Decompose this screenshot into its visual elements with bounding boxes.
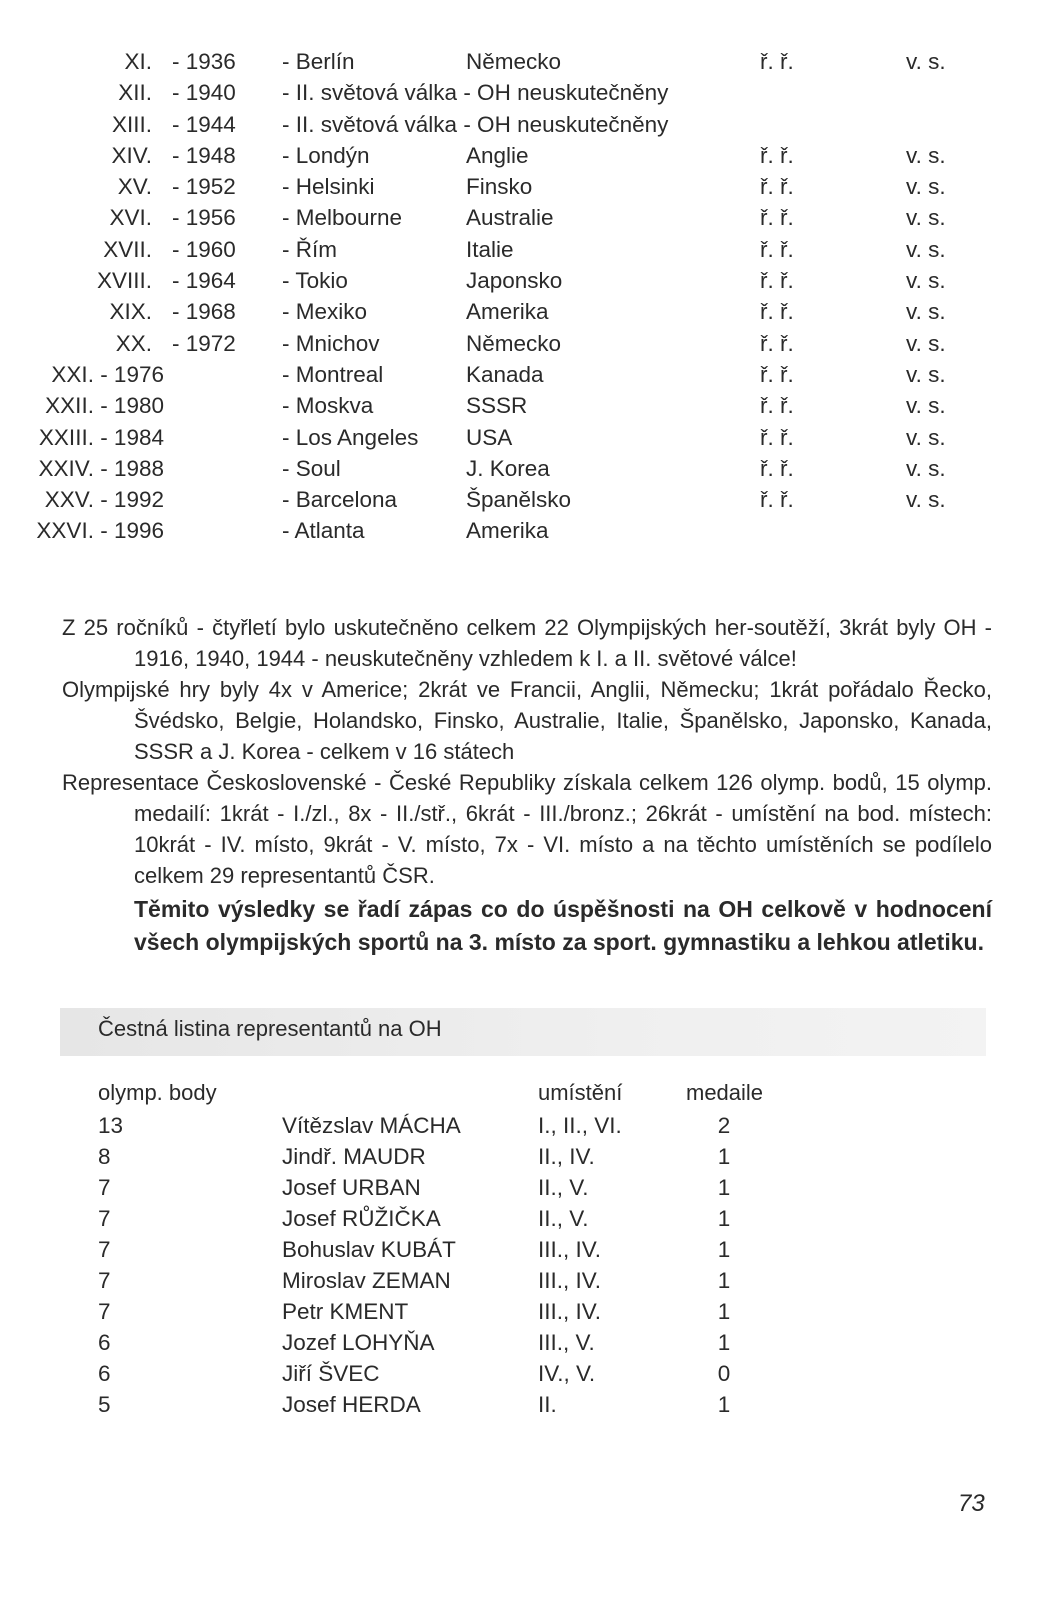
honor-name: Josef URBAN xyxy=(282,1175,421,1200)
paragraph-ranking-conclusion: Těmito výsledky se řadí zápas co do úspěšnosti na OH celkově v hodnocení všech olympijských sportů na 3. místo za sport. gymnastiku a lehkou atletiku. xyxy=(134,896,992,955)
honor-place: III., V. xyxy=(538,1330,595,1355)
games-style-rr: ř. ř. xyxy=(760,424,794,450)
games-row xyxy=(0,453,1060,484)
games-row xyxy=(0,140,1060,171)
honor-place: I., II., VI. xyxy=(538,1113,622,1138)
games-style-rr: ř. ř. xyxy=(760,361,794,387)
honor-medals: 1 xyxy=(717,1268,731,1293)
honor-place: II. xyxy=(538,1392,557,1417)
games-country: SSSR xyxy=(466,393,528,419)
honor-name: Jindř. MAUDR xyxy=(282,1144,426,1169)
games-year: - 1944 xyxy=(172,111,236,137)
games-city: - Los Angeles xyxy=(282,424,419,450)
games-row xyxy=(0,422,1060,453)
games-edition: XVII. xyxy=(103,236,152,262)
games-edition: XVI. xyxy=(109,205,152,231)
games-country: Amerika xyxy=(466,518,549,544)
games-row xyxy=(0,202,1060,233)
games-edition: XIII. xyxy=(111,111,152,137)
games-country: Německo xyxy=(466,330,562,356)
games-country: Amerika xyxy=(466,299,549,325)
honor-points: 7 xyxy=(98,1237,111,1262)
games-year: - 1936 xyxy=(172,49,236,74)
games-city: - Moskva xyxy=(282,393,374,419)
honor-points: 6 xyxy=(98,1361,111,1386)
games-country: Kanada xyxy=(466,361,544,387)
games-style-vs: v. s. xyxy=(906,236,946,262)
honor-row xyxy=(0,1296,1060,1327)
games-style-rr: ř. ř. xyxy=(760,142,794,168)
games-style-vs: v. s. xyxy=(906,49,946,74)
games-row xyxy=(0,265,1060,296)
games-style-vs: v. s. xyxy=(906,174,946,200)
games-country: Australie xyxy=(466,205,554,231)
games-row xyxy=(0,46,1060,77)
honor-place: II., V. xyxy=(538,1175,589,1200)
games-row xyxy=(0,109,1060,140)
paragraph-summary-count: Z 25 ročníků - čtyřletí bylo uskutečněno celkem 22 Olympijských her-soutěží, 3krát byly OH - 1916, 1940, 1944 - neuskutečněny vzhledem k I. a II. světové válce! xyxy=(62,615,992,671)
games-city: - Soul xyxy=(282,455,341,481)
games-style-rr: ř. ř. xyxy=(760,236,794,262)
page-number: 73 xyxy=(958,1490,985,1517)
honor-points: 5 xyxy=(98,1392,111,1417)
honor-medals: 1 xyxy=(717,1237,731,1262)
column-header-points: olymp. body xyxy=(98,1080,217,1105)
honor-place: III., IV. xyxy=(538,1237,601,1262)
honor-row xyxy=(0,1110,1060,1141)
games-year: - 1960 xyxy=(172,236,236,262)
games-city: - Melbourne xyxy=(282,205,403,231)
olympic-games-table xyxy=(0,46,1060,547)
games-city: - Helsinki xyxy=(282,174,375,200)
games-edition: XVIII. xyxy=(96,268,152,294)
games-edition: XXI. - 1976 xyxy=(51,361,164,387)
games-country: J. Korea xyxy=(466,455,550,481)
honor-medals: 1 xyxy=(717,1144,731,1169)
games-row xyxy=(0,484,1060,515)
games-year: - 1964 xyxy=(172,268,236,294)
games-year: - 1972 xyxy=(172,330,236,356)
games-style-rr: ř. ř. xyxy=(760,268,794,294)
honor-row xyxy=(0,1141,1060,1172)
games-style-rr: ř. ř. xyxy=(760,487,794,513)
honor-place: II., IV. xyxy=(538,1144,595,1169)
games-year: - 1952 xyxy=(172,174,236,200)
games-city: - Montreal xyxy=(282,361,384,387)
games-style-rr: ř. ř. xyxy=(760,205,794,231)
games-edition: XII. xyxy=(118,80,152,106)
games-row xyxy=(0,77,1060,108)
honor-list-title: Čestná listina representantů na OH xyxy=(98,1016,442,1041)
honor-medals: 1 xyxy=(717,1299,731,1324)
column-header-medals: medaile xyxy=(686,1080,764,1105)
games-year: - 1956 xyxy=(172,205,236,231)
games-year: - 1948 xyxy=(172,142,236,168)
games-edition: XI. xyxy=(124,49,152,74)
honor-name: Josef RŮŽIČKA xyxy=(282,1206,441,1231)
honor-name: Jozef LOHYŇA xyxy=(282,1330,435,1355)
games-country: Finsko xyxy=(466,174,533,200)
column-header-place: umístění xyxy=(538,1080,623,1105)
honor-name: Petr KMENT xyxy=(282,1299,409,1324)
games-edition: XXV. - 1992 xyxy=(44,487,164,513)
games-edition: XV. xyxy=(117,174,152,200)
games-country: Anglie xyxy=(466,142,529,168)
honor-points: 7 xyxy=(98,1206,111,1231)
games-edition: XXII. - 1980 xyxy=(45,393,164,419)
games-year: - 1940 xyxy=(172,80,236,106)
games-style-vs: v. s. xyxy=(906,455,946,481)
games-edition: XIV. xyxy=(111,142,152,168)
honor-place: III., IV. xyxy=(538,1299,601,1324)
games-row xyxy=(0,328,1060,359)
honor-name: Vítězslav MÁCHA xyxy=(282,1113,461,1138)
honor-row xyxy=(0,1327,1060,1358)
games-row xyxy=(0,234,1060,265)
games-city: - II. světová válka - OH neuskutečněny xyxy=(282,80,669,106)
games-edition: XXIII. - 1984 xyxy=(38,424,164,450)
games-style-vs: v. s. xyxy=(906,299,946,325)
games-row xyxy=(0,296,1060,327)
games-city: - Mnichov xyxy=(282,330,380,356)
games-row xyxy=(0,515,1060,546)
paragraph-representation-results: Representace Československé - České Republiky získala celkem 126 olymp. bodů, 15 olymp. medailí: 1krát - I./zl., 8x - II./stř., 6krát - III./bronz.; 26krát - umístění na bod. místech: 10krát - IV. místo, 9krát - V. místo, 7x - VI. místo a na těchto umístěních se podílelo celkem 29 representantů ČSR. xyxy=(62,770,992,888)
honor-medals: 1 xyxy=(717,1330,731,1355)
games-row xyxy=(0,171,1060,202)
games-style-rr: ř. ř. xyxy=(760,455,794,481)
games-style-vs: v. s. xyxy=(906,424,946,450)
games-city: - Řím xyxy=(282,236,337,262)
games-style-vs: v. s. xyxy=(906,268,946,294)
games-style-vs: v. s. xyxy=(906,487,946,513)
games-style-rr: ř. ř. xyxy=(760,330,794,356)
games-style-vs: v. s. xyxy=(906,330,946,356)
games-style-rr: ř. ř. xyxy=(760,393,794,419)
honor-medals: 2 xyxy=(717,1113,731,1138)
games-city: - II. světová válka - OH neuskutečněny xyxy=(282,111,669,137)
games-country: USA xyxy=(466,424,513,450)
honor-row xyxy=(0,1389,1060,1420)
honor-points: 7 xyxy=(98,1175,111,1200)
honor-medals: 1 xyxy=(717,1175,731,1200)
games-country: Italie xyxy=(466,236,514,262)
games-style-vs: v. s. xyxy=(906,205,946,231)
honor-row xyxy=(0,1234,1060,1265)
games-style-rr: ř. ř. xyxy=(760,49,794,74)
honor-row xyxy=(0,1172,1060,1203)
honor-row xyxy=(0,1265,1060,1296)
honor-name: Jiří ŠVEC xyxy=(282,1361,380,1386)
games-city: - Atlanta xyxy=(282,518,365,544)
games-country: Španělsko xyxy=(466,487,572,513)
honor-row xyxy=(0,1203,1060,1234)
summary-text xyxy=(62,612,992,959)
honor-points: 6 xyxy=(98,1330,111,1355)
games-style-rr: ř. ř. xyxy=(760,174,794,200)
games-style-vs: v. s. xyxy=(906,361,946,387)
games-style-vs: v. s. xyxy=(906,393,946,419)
honor-medals: 1 xyxy=(717,1392,731,1417)
honor-points: 7 xyxy=(98,1299,111,1324)
honor-points: 13 xyxy=(98,1113,124,1138)
games-edition: XXIV. - 1988 xyxy=(38,455,164,481)
games-style-vs: v. s. xyxy=(906,142,946,168)
games-edition: XIX. xyxy=(109,299,152,325)
games-city: - Berlín xyxy=(282,49,355,74)
games-row xyxy=(0,390,1060,421)
honor-medals: 1 xyxy=(717,1206,731,1231)
games-row xyxy=(0,359,1060,390)
games-city: - Mexiko xyxy=(282,299,368,325)
honor-place: III., IV. xyxy=(538,1268,601,1293)
games-city: - Barcelona xyxy=(282,487,398,513)
games-city: - Tokio xyxy=(282,268,348,294)
honor-name: Miroslav ZEMAN xyxy=(282,1268,451,1293)
paragraph-host-countries: Olympijské hry byly 4x v Americe; 2krát ve Francii, Anglii, Německu; 1krát pořádalo Řecko, Švédsko, Belgie, Holandsko, Finsko, Australie, Italie, Španělsko, Japonsko, Kanada, SSSR a J. Korea - celkem v 16 státech xyxy=(62,677,992,764)
games-country: Německo xyxy=(466,49,562,74)
games-edition: XXVI. - 1996 xyxy=(36,518,164,544)
games-city: - Londýn xyxy=(282,142,370,168)
honor-name: Josef HERDA xyxy=(282,1392,421,1417)
games-edition: XX. xyxy=(115,330,152,356)
honor-place: II., V. xyxy=(538,1206,589,1231)
honor-name: Bohuslav KUBÁT xyxy=(282,1237,456,1262)
honor-points: 8 xyxy=(98,1144,111,1169)
honor-place: IV., V. xyxy=(538,1361,596,1386)
honor-medals: 0 xyxy=(717,1361,731,1386)
honor-row xyxy=(0,1358,1060,1389)
honor-points: 7 xyxy=(98,1268,111,1293)
honor-list-table xyxy=(0,1110,1060,1420)
games-country: Japonsko xyxy=(466,268,563,294)
games-year: - 1968 xyxy=(172,299,236,325)
games-style-rr: ř. ř. xyxy=(760,299,794,325)
